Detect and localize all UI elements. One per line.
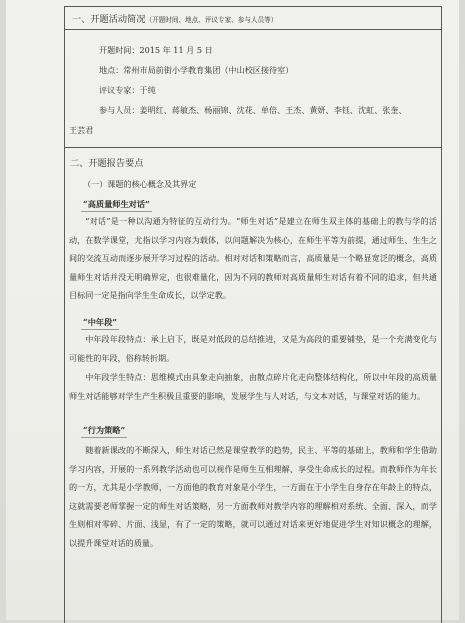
document-page — [6, 0, 459, 620]
term-behavior-strategy: “行为策略” — [83, 425, 126, 435]
core-concept-subheading: （一）课题的核心概念及其界定 — [83, 179, 197, 189]
paragraph-student-features: 中年段学生特点：思维模式由具象走向抽象，由散点碎片化走向整体结构化，所以中年段的高质量师生对话能够对学生产生积极且重要的影响，发展学生与人对话，与文本对话，与课堂对话的能力。 — [69, 372, 437, 401]
section2-heading: 二、开题报告要点 — [70, 158, 144, 169]
paragraph-high-quality-dialogue: “对话”是一种以沟通为特征的互动行为。“师生对话”是建立在师生双主体的基础上的教与学的活动，在数学课堂，尤指以学习内容为载体，以问题解决为核心，在师生平等为前提，通过师生、生生之间的交流互动而逐步展开学习过程的活动。相对对话和策略而言，高质量是一个略显宽泛的概念，高质量师生对话并没无明确界定，也很难量化，因为不同的教师对高质量师生对话有着不同的追求，但共通目标同一定是指向学生生命成长，以学定教。 — [69, 216, 437, 300]
term-middle-grades: “中年段” — [83, 317, 117, 327]
paragraph-behavior-strategy: 随着新课改的不断深入，师生对话已然是课堂教学的趋势，民主、平等的基础上，教师和学生借助学习内容，开展的一系列教学活动也可以视作是师生互相理解、享受生命成长的过程。而教师作为年长的一方，尤其是小学教师，一方面他的教育对象是小学生，一方面在于小学生自身存在年龄上的特点，这就需要老师掌握一定的师生对话策略，另一方面教师对教学内容的理解相对系统、全面、深入，而学生则相对零碎、片面、浅显，有了一定的策略，就可以通过对话来更好地促进学生对知识概念的理解，以提升课堂对话的质量。 — [69, 445, 437, 548]
section1-heading-underline — [65, 29, 441, 30]
participants-line2: 王芸君 — [69, 125, 94, 135]
participants-line1: 参与人员：姜明红、蒋敏杰、杨丽锦、沈花、单倍、王杰、黄妍、李钰、沈虹、张奎、 — [99, 105, 407, 115]
opening-location: 地点：常州市局前街小学教育集团（中山校区接待室） — [99, 65, 294, 75]
section1-heading: 一、开题活动简况（开题时间、地点、评议专家、参与人员等） — [72, 14, 278, 25]
report-form-table — [64, 6, 442, 623]
section-divider — [65, 147, 441, 148]
paragraph-grade-features: 中年段年段特点：承上启下，既是对低段的总结推进，又是为高段的重要铺垫，是一个充满变化与可能性的年段，俗称转折期。 — [69, 334, 437, 363]
opening-time: 开题时间：2015 年 11 月 5 日 — [99, 45, 213, 55]
term-high-quality-dialogue: “高质量师生对话” — [83, 199, 150, 209]
review-experts: 评议专家：于纯 — [99, 85, 156, 95]
